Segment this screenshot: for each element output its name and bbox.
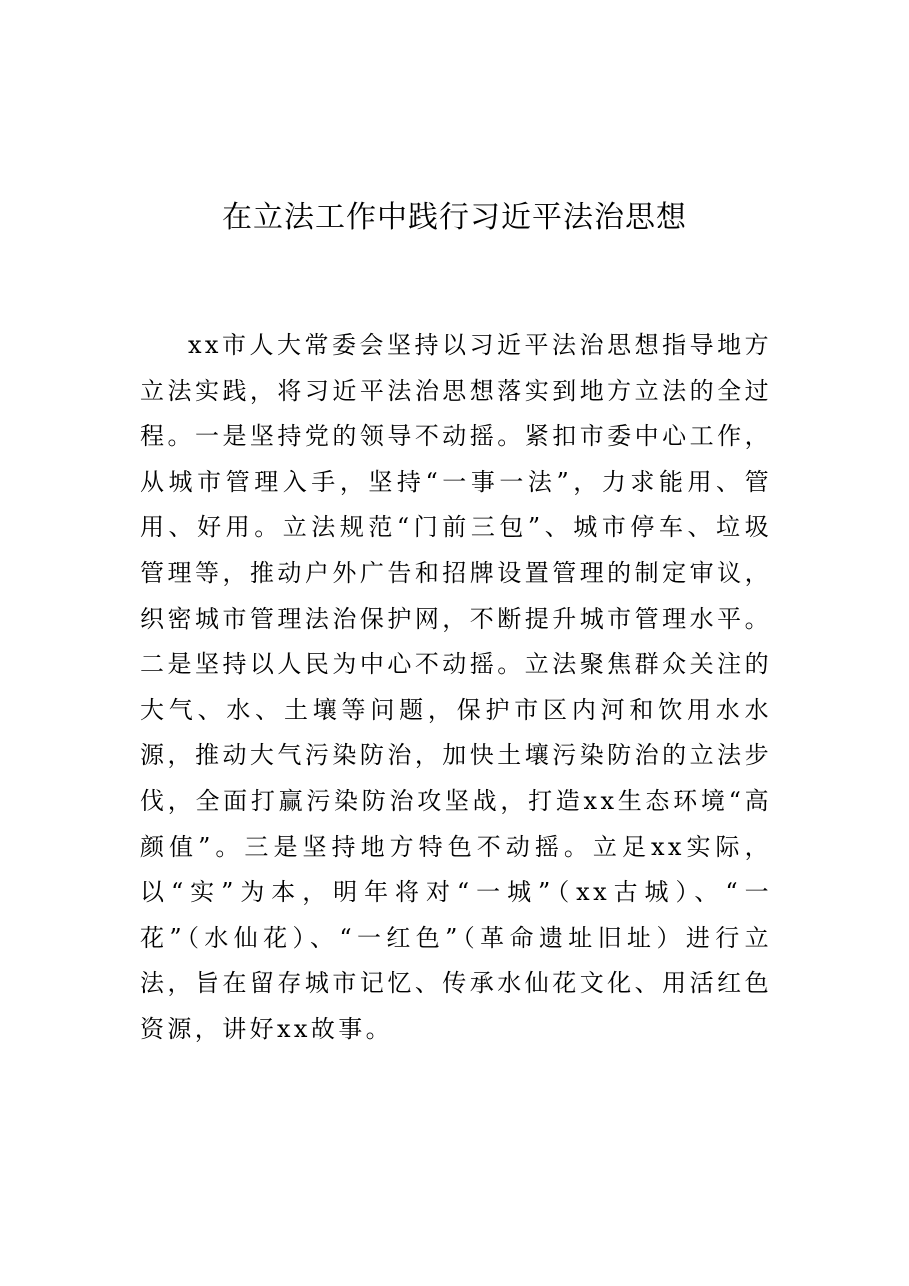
- body-paragraph: xx市人大常委会坚持以习近平法治思想指导地方立法实践，将习近平法治思想落实到地方立法的全过程。一是坚持党的领导不动摇。紧扣市委中心工作，从城市管理入手，坚持“一事一法”，力求能用、管用、好用。立法规范“门前三包”、城市停车、垃圾管理等，推动户外广告和招牌设置管理的制定审议，织密城市管理法治保护网，不断提升城市管理水平。二是坚持以人民为中心不动摇。立法聚焦群众关注的大气、水、土壤等问题，保护市区内河和饮用水水源，推动大气污染防治，加快土壤污染防治的立法步伐，全面打赢污染防治攻坚战，打造xx生态环境“高颜值”。三是坚持地方特色不动摇。立足xx实际，以“实”为本，明年将对“一城”（xx古城）、“一花”（水仙花）、“一红色”（革命遗址旧址）进行立法，旨在留存城市记忆、传承水仙花文化、用活红色资源，讲好xx故事。: [140, 331, 772, 1043]
- document-title: 在立法工作中践行习近平法治思想: [222, 200, 687, 235]
